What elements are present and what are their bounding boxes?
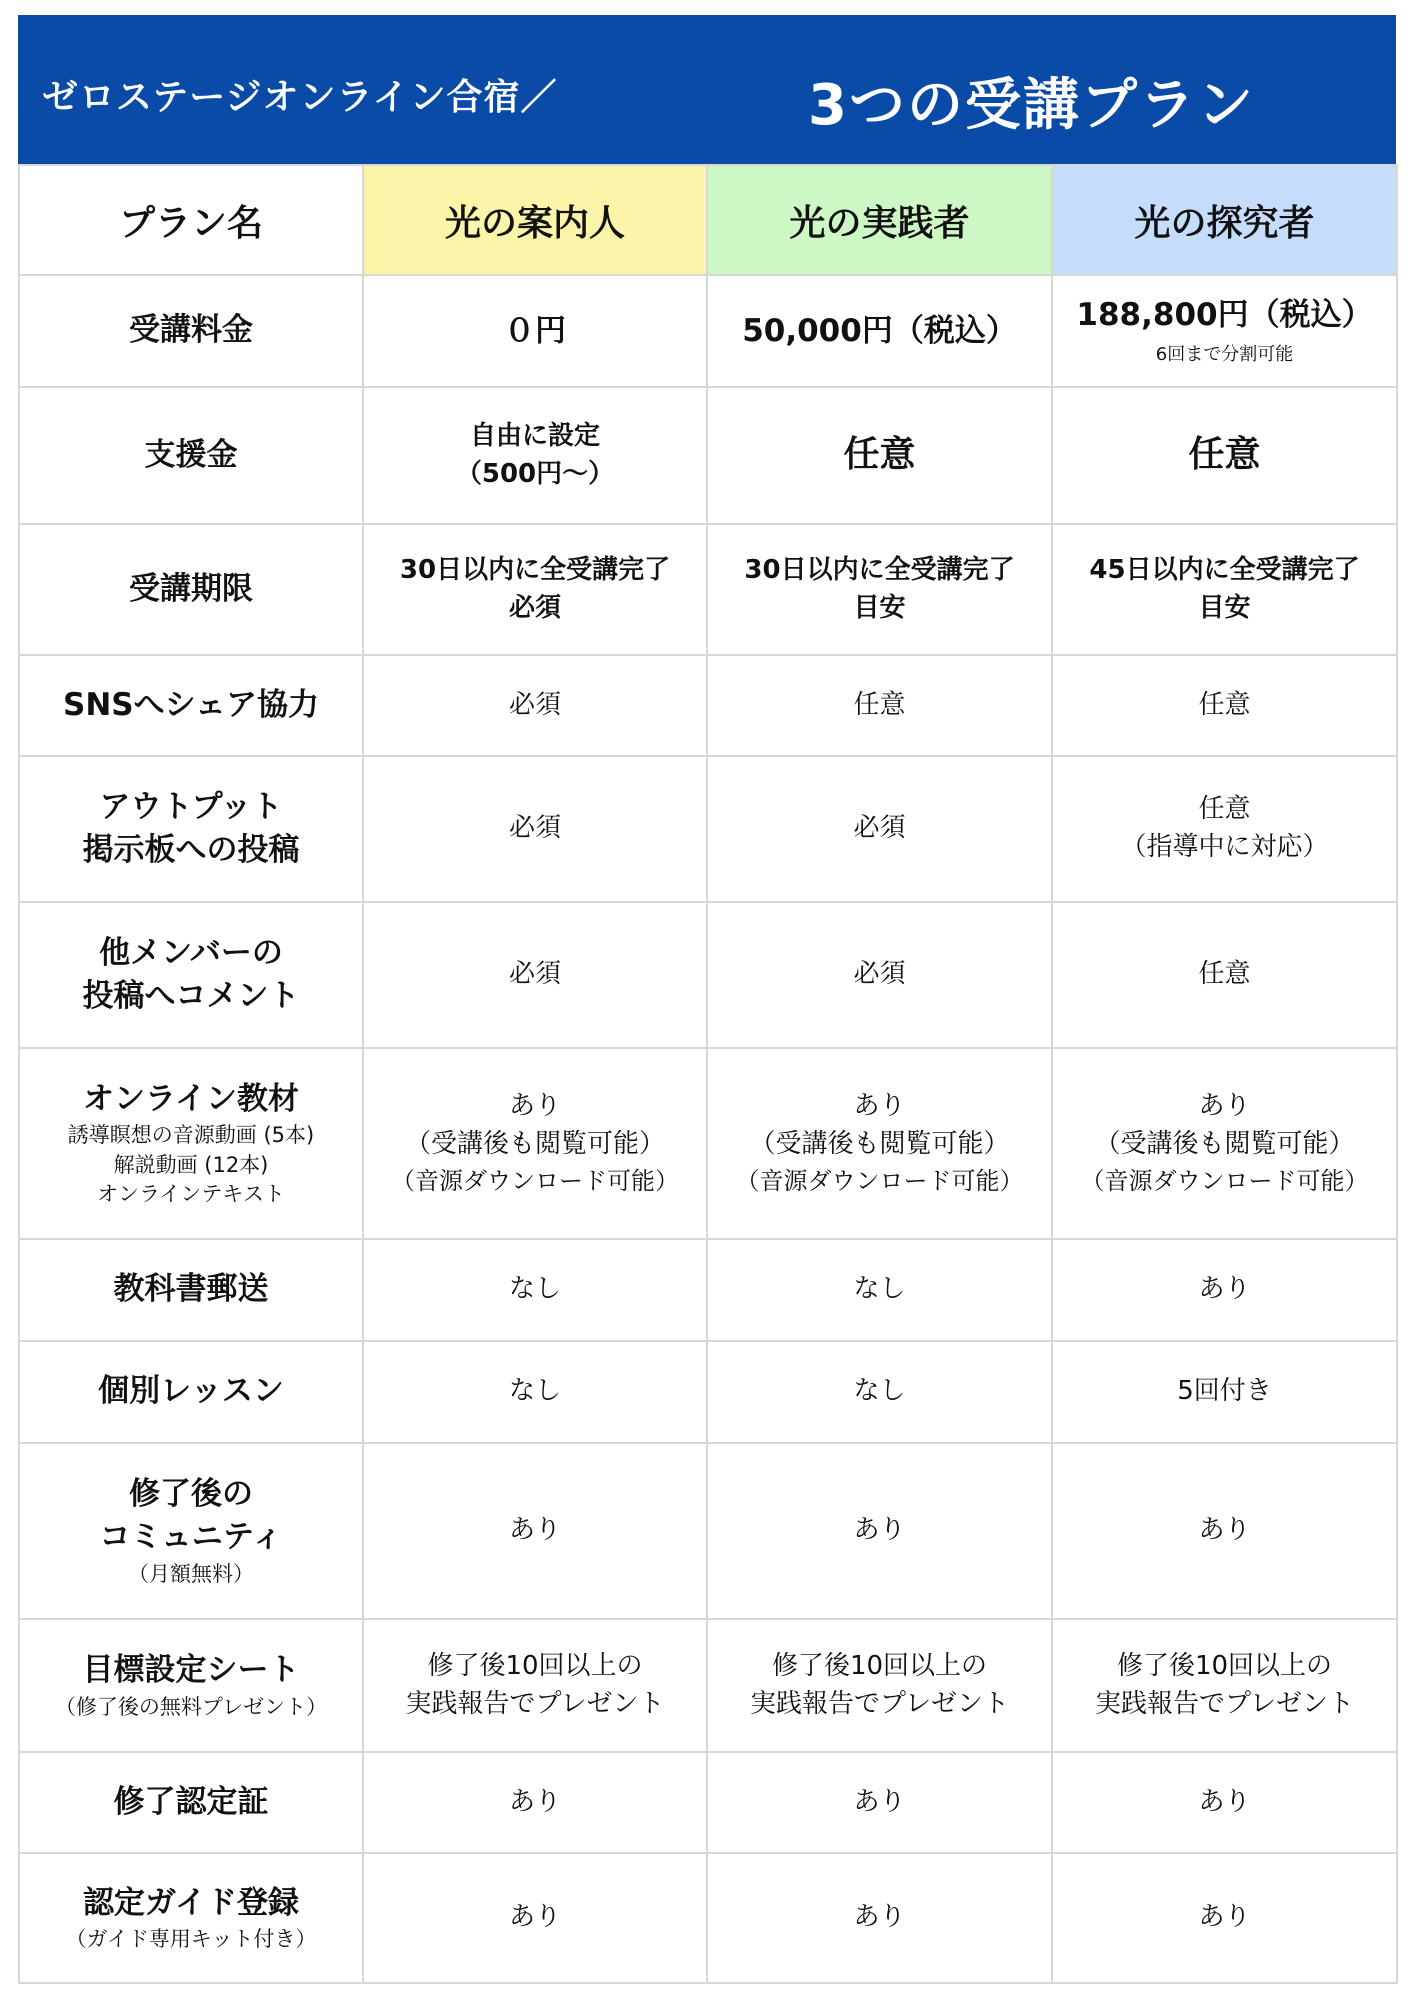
- cell: 任意: [1052, 902, 1397, 1048]
- cell: 必須: [707, 756, 1052, 902]
- cell: あり （受講後も閲覧可能） （音源ダウンロード可能）: [1052, 1048, 1397, 1239]
- cell: あり: [1052, 1443, 1397, 1619]
- table-row-output: [19, 756, 1397, 902]
- cell: 必須: [363, 756, 707, 902]
- table-row-community: [19, 1443, 1397, 1619]
- table-row-fee: [19, 275, 1397, 387]
- cell: 任意: [707, 387, 1052, 524]
- cell: あり （受講後も閲覧可能） （音源ダウンロード可能）: [707, 1048, 1052, 1239]
- row-label: アウトプット 掲示板への投稿: [19, 756, 363, 902]
- cell: 188,800円（税込） 6回まで分割可能: [1052, 275, 1397, 387]
- row-label: 他メンバーの 投稿へコメント: [19, 902, 363, 1048]
- plan-guide-header: 光の案内人: [363, 165, 707, 275]
- table-row-comment: [19, 902, 1397, 1048]
- cell: 修了後10回以上の 実践報告でプレゼント: [363, 1619, 707, 1752]
- cell: あり: [363, 1853, 707, 1983]
- cell: 任意: [1052, 655, 1397, 756]
- table-row-lesson: [19, 1341, 1397, 1443]
- row-label: 支援金: [19, 387, 363, 524]
- cell: 必須: [707, 902, 1052, 1048]
- plan-header-row: [19, 165, 1397, 275]
- page-header: [18, 15, 1396, 164]
- row-label: SNSへシェア協力: [19, 655, 363, 756]
- row-label: 受講料金: [19, 275, 363, 387]
- header-subtitle: ゼロステージオンライン合宿／: [42, 77, 558, 118]
- row-label: 修了認定証: [19, 1752, 363, 1853]
- cell: 30日以内に全受講完了 必須: [363, 524, 707, 655]
- cell: あり: [707, 1752, 1052, 1853]
- table-row-deadline: [19, 524, 1397, 655]
- cell: 30日以内に全受講完了 目安: [707, 524, 1052, 655]
- cell: 5回付き: [1052, 1341, 1397, 1443]
- row-label: 目標設定シート （修了後の無料プレゼント）: [19, 1619, 363, 1752]
- cell: 45日以内に全受講完了 目安: [1052, 524, 1397, 655]
- cell: なし: [707, 1341, 1052, 1443]
- table-row-certificate: [19, 1752, 1397, 1853]
- cell: 自由に設定 （500円〜）: [363, 387, 707, 524]
- cell: あり: [1052, 1752, 1397, 1853]
- cell: 修了後10回以上の 実践報告でプレゼント: [1052, 1619, 1397, 1752]
- plan-name-label: プラン名: [19, 165, 363, 275]
- row-label: 受講期限: [19, 524, 363, 655]
- cell: なし: [363, 1239, 707, 1341]
- table-row-goal-sheet: [19, 1619, 1397, 1752]
- row-label: 認定ガイド登録 （ガイド専用キット付き）: [19, 1853, 363, 1983]
- cell: ０円: [363, 275, 707, 387]
- row-label: 個別レッスン: [19, 1341, 363, 1443]
- cell: あり: [707, 1853, 1052, 1983]
- plan-practitioner-header: 光の実践者: [707, 165, 1052, 275]
- cell: あり: [363, 1443, 707, 1619]
- cell: 必須: [363, 902, 707, 1048]
- cell: あり: [1052, 1853, 1397, 1983]
- installment-note: 6回まで分割可能: [1155, 344, 1294, 366]
- table-row-textbook: [19, 1239, 1397, 1341]
- table-row-sns: [19, 655, 1397, 756]
- table-row-support: [19, 387, 1397, 524]
- cell: あり: [707, 1443, 1052, 1619]
- cell: なし: [363, 1341, 707, 1443]
- header-title: 3つの受講プラン: [808, 73, 1255, 138]
- cell: あり （受講後も閲覧可能） （音源ダウンロード可能）: [363, 1048, 707, 1239]
- cell: あり: [363, 1752, 707, 1853]
- cell: なし: [707, 1239, 1052, 1341]
- row-label: 教科書郵送: [19, 1239, 363, 1341]
- cell: 50,000円（税込）: [707, 275, 1052, 387]
- row-label: オンライン教材 誘導瞑想の音源動画 (5本) 解説動画 (12本) オンラインテキスト: [19, 1048, 363, 1239]
- cell: 任意: [707, 655, 1052, 756]
- cell: 任意: [1052, 387, 1397, 524]
- row-label: 修了後の コミュニティ （月額無料）: [19, 1443, 363, 1619]
- cell: 修了後10回以上の 実践報告でプレゼント: [707, 1619, 1052, 1752]
- table-row-guide-registration: [19, 1853, 1397, 1983]
- cell: あり: [1052, 1239, 1397, 1341]
- cell: 任意 （指導中に対応）: [1052, 756, 1397, 902]
- table-row-materials: [19, 1048, 1397, 1239]
- plan-explorer-header: 光の探究者: [1052, 165, 1397, 275]
- cell: 必須: [363, 655, 707, 756]
- plan-comparison-table: [18, 164, 1398, 1984]
